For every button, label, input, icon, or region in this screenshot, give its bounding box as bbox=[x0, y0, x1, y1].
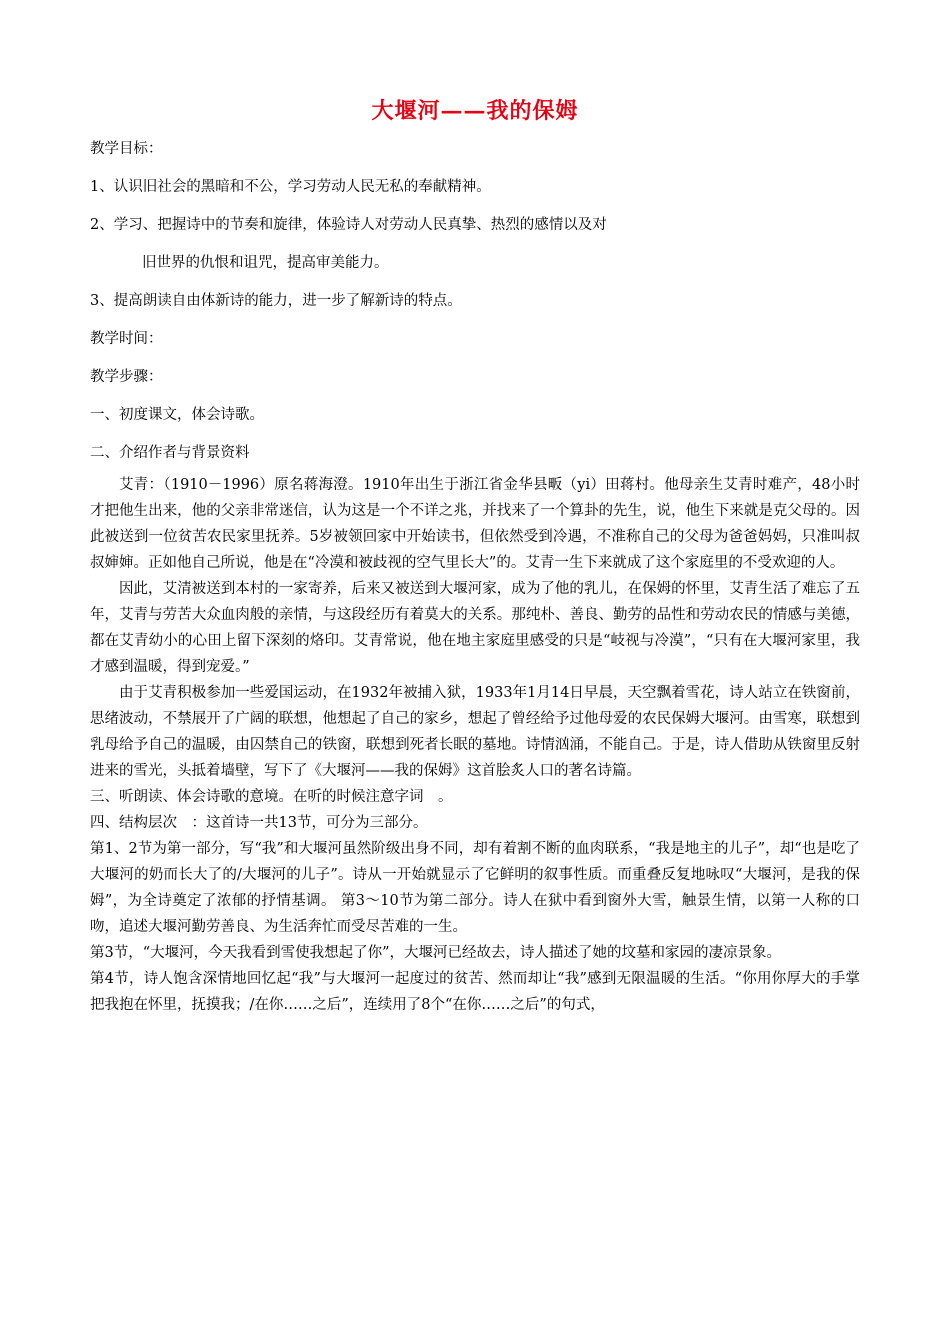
document-title: 大堰河——我的保姆 bbox=[371, 98, 579, 124]
objectives-heading: 教学目标： bbox=[90, 141, 163, 157]
objective-3: 3、提高朗读自由体新诗的能力，进一步了解新诗的特点。 bbox=[90, 293, 462, 309]
structure-paragraph-1: 第1、2节为第一部分，写“我”和大堰河虽然阶级出身不同，却有着割不断的血肉联系，“我是地主的儿子”，却“也是吃了大堰河的奶而长大了的/大堰河的儿子”。诗从一开始就显示了它鲜明的叙事性质。而重叠反复地咏叹“大堰河，是我的保姆”，为全诗奠定了浓郁的抒情基调。 第3～10节为第二部分。诗人在狱中看到窗外大雪，触景生情，以第一人称的口吻，追述大堰河勤劳善良、为生活奔忙而受尽苦难的一生。 bbox=[90, 841, 860, 935]
objective-2-line1: 2、学习、把握诗中的节奏和旋律，体验诗人对劳动人民真挚、热烈的感情以及对 bbox=[90, 217, 607, 233]
step-2: 二、介绍作者与背景资料 bbox=[90, 445, 250, 461]
structure-paragraph-3: 第4节，诗人饱含深情地回忆起“我”与大堰河一起度过的贫苦、然而却让“我”感到无限温暖的生活。“你用你厚大的手掌把我抱在怀里，抚摸我；/在你……之后”，连续用了8个“在你……之后”的句式， bbox=[90, 971, 860, 1013]
document-body bbox=[90, 130, 860, 1018]
step-4: 四、结构层次 ：这首诗一共13节，可分为三部分。 bbox=[90, 815, 428, 831]
structure-paragraph-2: 第3节，“大堰河，今天我看到雪使我想起了你”，大堰河已经故去，诗人描述了她的坟墓和家园的凄凉景象。 bbox=[90, 945, 782, 961]
background-paragraph: 因此，艾清被送到本村的一家寄养，后来又被送到大堰河家，成为了他的乳儿，在保姆的怀里，艾青生活了难忘了五年，艾青与劳苦大众血肉般的亲情，与这段经历有着莫大的关系。那纯朴、善良、勤劳的品性和劳动农民的情感与美德，都在艾青幼小的心田上留下深刻的烙印。艾青常说，他在地主家庭里感受的只是“岐视与冷漠”，“只有在大堰河家里，我才感到温暖，得到宠爱。” bbox=[90, 581, 860, 675]
time-heading: 教学时间： bbox=[90, 331, 163, 347]
objective-1: 1、认识旧社会的黑暗和不公，学习劳动人民无私的奉献精神。 bbox=[90, 179, 491, 195]
author-paragraph: 艾青：（1910－1996）原名蒋海澄。1910年出生于浙江省金华县畈（yi）田蒋村。他母亲生艾青时难产，48小时才把他生出来，他的父亲非常迷信，认为这是一个不详之兆，并找来了一个算卦的先生，说，他生下来就是克父母的。因此被送到一位贫苦农民家里抚养。5岁被领回家中开始读书，但依然受到冷遇，不准称自己的父母为爸爸妈妈，只准叫叔叔婶婶。正如他自己所说，他是在“冷漠和被歧视的空气里长大”的。艾青一生下来就成了这个家庭里的不受欢迎的人。 bbox=[90, 477, 860, 571]
objective-2-line2: 旧世界的仇恨和诅咒，提高审美能力。 bbox=[142, 255, 389, 271]
step-3: 三、听朗读、体会诗歌的意境。在听的时候注意字词 。 bbox=[90, 789, 453, 805]
step-1: 一、初度课文，体会诗歌。 bbox=[90, 407, 264, 423]
steps-heading: 教学步骤： bbox=[90, 369, 163, 385]
writing-paragraph: 由于艾青积极参加一些爱国运动，在1932年被捕入狱，1933年1月14日早晨，天空飘着雪花，诗人站立在铁窗前，思绪波动，不禁展开了广阔的联想，他想起了自己的家乡，想起了曾经给予过他母爱的农民保姆大堰河。由雪寒，联想到乳母给予自己的温暖，由囚禁自己的铁窗，联想到死者长眠的墓地。诗情汹涌，不能自己。于是，诗人借助从铁窗里反射进来的雪光，头抵着墙壁，写下了《大堰河——我的保姆》这首脍炙人口的著名诗篇。 bbox=[90, 685, 860, 779]
